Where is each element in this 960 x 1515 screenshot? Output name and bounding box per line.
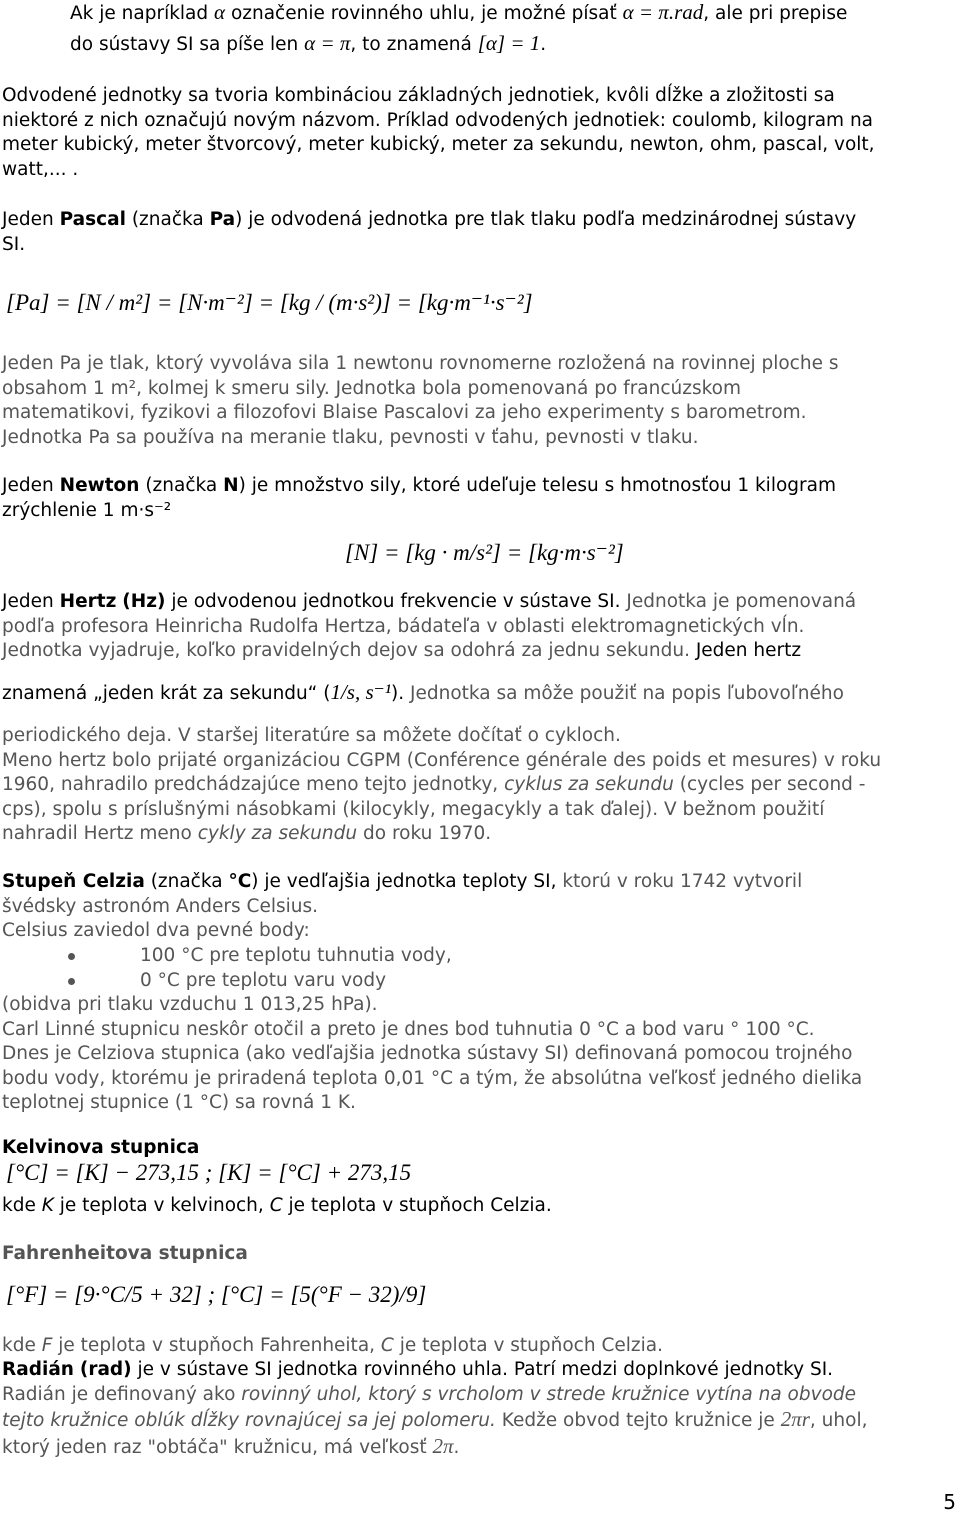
paragraph-celsius-details bbox=[2, 993, 950, 1116]
formula-pascal bbox=[6, 290, 533, 316]
text: nahradil Hertz meno bbox=[2, 823, 192, 845]
text: Ak je napríklad bbox=[70, 3, 209, 24]
symbol-n: N bbox=[223, 475, 239, 496]
formula-text: [N] = [kg · m/s²] = [kg·m·s⁻²] bbox=[345, 540, 624, 565]
text-line: zrýchlenie 1 m·s⁻² bbox=[2, 499, 172, 521]
text: . bbox=[540, 34, 547, 55]
formula-alpha-rad: α = π.rad bbox=[622, 0, 704, 24]
paragraph-alpha-line1 bbox=[70, 0, 950, 27]
text: ) je množstvo sily, ktoré udeľuje telesu s hmotnosťou 1 kilogram bbox=[238, 475, 836, 496]
text: je odvodenou jednotkou frekvencie v sústave SI. bbox=[171, 591, 621, 612]
text: Jeden bbox=[2, 591, 54, 612]
paragraph-newton bbox=[2, 474, 950, 523]
term-radian: Radián bbox=[2, 1359, 74, 1380]
text: je teplota v stupňoch Fahrenheita, bbox=[58, 1335, 376, 1356]
paragraph-kelvin-desc bbox=[2, 1194, 950, 1219]
list-item-text: 0 °C pre teplotu varu vody bbox=[140, 970, 387, 991]
formula-text: [°F] = [9·°C/5 + 32] ; [°C] = [5(°F − 32)/9] bbox=[6, 1282, 427, 1307]
text: ) je vedľajšia jednotka teploty SI, bbox=[251, 871, 557, 892]
symbol-hz: (Hz) bbox=[122, 591, 166, 612]
text: ktorú v roku 1742 vytvoril bbox=[562, 871, 803, 892]
term-newton: Newton bbox=[59, 475, 140, 496]
bullet-icon bbox=[68, 953, 75, 960]
text-line: obsahom 1 m², kolmej k smeru sily. Jednotka bola pomenovaná po francúzskom bbox=[2, 377, 742, 399]
symbol-rad: (rad) bbox=[79, 1359, 132, 1380]
variable: F bbox=[41, 1335, 53, 1356]
paragraph-hertz-history bbox=[2, 724, 950, 847]
formula-fahrenheit bbox=[6, 1282, 426, 1308]
text: je teplota v kelvinoch, bbox=[59, 1195, 264, 1216]
text: je teplota v stupňoch Celzia. bbox=[288, 1195, 552, 1216]
symbol-celsius: °C bbox=[228, 871, 252, 892]
paragraph-hertz bbox=[2, 590, 950, 664]
text-line: Dnes je Celziova stupnica (ako vedľajšia jednotka sústavy SI) definovaná pomocou trojného bbox=[2, 1043, 853, 1065]
text: Jednotka vyjadruje, koľko pravidelných dejov sa odohrá za jednu sekundu. bbox=[2, 640, 690, 662]
text: , ale pri prepise bbox=[703, 3, 848, 24]
text-line: Carl Linné stupnicu neskôr otočil a preto je dnes bod tuhnutia 0 °C a bod varu ° 100 °C. bbox=[2, 1018, 815, 1040]
paragraph-radian bbox=[2, 1358, 950, 1460]
text-line: Jeden Pa je tlak, ktorý vyvoláva sila 1 newtonu rovnomerne rozložená na rovinnej ploche s bbox=[2, 353, 839, 374]
text: (značka bbox=[150, 871, 223, 892]
text: , uhol, bbox=[809, 1410, 868, 1432]
text-line: švédsky astronóm Anders Celsius. bbox=[2, 895, 319, 917]
paragraph-fahrenheit-desc bbox=[2, 1334, 950, 1359]
text-emphasis: cykly za sekundu bbox=[197, 823, 358, 845]
term-celsius: Stupeň Celzia bbox=[2, 871, 145, 892]
paragraph-pascal-desc bbox=[2, 352, 950, 450]
page-number: 5 bbox=[943, 1490, 956, 1514]
variable: K bbox=[41, 1195, 54, 1216]
term-hertz: Hertz bbox=[59, 591, 117, 612]
text-line: SI. bbox=[2, 233, 26, 255]
section-title: Kelvinova stupnica bbox=[2, 1137, 200, 1158]
text: kde bbox=[2, 1335, 36, 1356]
paragraph-alpha-line2 bbox=[70, 31, 950, 58]
text: (značka bbox=[131, 209, 204, 230]
text: znamená „jeden krát za sekundu“ ( bbox=[2, 683, 331, 704]
formula-alpha: α bbox=[214, 0, 226, 24]
term-pascal: Pascal bbox=[59, 209, 126, 230]
list-item-text: 100 °C pre teplotu tuhnutia vody, bbox=[140, 945, 452, 966]
text: Jeden hertz bbox=[695, 640, 802, 662]
text: niektoré z nich označujú novým názvom. bbox=[2, 109, 381, 131]
text: (značka bbox=[145, 475, 218, 496]
text-line: teplotnej stupnice (1 °C) sa rovná 1 K. bbox=[2, 1092, 356, 1114]
text: ) je odvodená jednotka pre tlak tlaku podľa medzinárodnej sústavy bbox=[235, 209, 857, 230]
text: Jednotka sa môže použiť na popis ľubovoľného bbox=[410, 683, 844, 704]
bullet-icon bbox=[68, 978, 75, 985]
text: , to znamená bbox=[350, 34, 472, 55]
text-line: matematikovi, fyzikovi a filozofovi Blaise Pascalovi za jeho experimenty s barometrom. bbox=[2, 402, 807, 424]
text-line: Jednotka Pa sa používa na meranie tlaku, pevnosti v ťahu, pevnosti v tlaku. bbox=[2, 426, 699, 448]
text-line: meter kubický, meter štvorcový, meter kubický, meter za sekundu, newton, ohm, pascal, volt, bbox=[2, 134, 875, 156]
text: Príklad odvodených jednotiek: coulomb, kilogram na bbox=[386, 109, 874, 131]
formula-2pi-r: 2πr bbox=[780, 1407, 810, 1432]
text-line: Odvodené jednotky sa tvoria kombináciou základných jednotiek, kvôli dĺžke a zložitosti sa bbox=[2, 85, 835, 106]
formula-newton bbox=[345, 540, 624, 566]
text: do sústavy SI sa píše len bbox=[70, 34, 299, 55]
text: ktorý jeden raz "obtáča" kružnicu, má veľkosť bbox=[2, 1436, 427, 1458]
variable: C bbox=[269, 1195, 283, 1216]
formula-alpha-unit: [α] = 1 bbox=[477, 31, 541, 55]
paragraph-derived-units bbox=[2, 84, 950, 182]
text: (cycles per second - bbox=[679, 774, 866, 796]
variable: C bbox=[380, 1335, 394, 1356]
formula-2pi: 2π bbox=[432, 1433, 454, 1458]
symbol-pa: Pa bbox=[209, 209, 236, 230]
text-line: cps), spolu s príslušnými násobkami (kilocykly, megacykly a tak ďalej). V bežnom použití bbox=[2, 798, 825, 820]
text: je v sústave SI jednotka rovinného uhla. Patrí medzi doplnkové jednotky SI. bbox=[137, 1359, 834, 1380]
text-line: watt,... . bbox=[2, 158, 79, 180]
text-line: podľa profesora Heinricha Rudolfa Hertza, bádateľa v oblasti elektromagnetických vĺn. bbox=[2, 615, 805, 637]
paragraph-pascal-intro bbox=[2, 208, 950, 257]
list-item bbox=[68, 969, 386, 994]
text-emphasis: rovinný uhol, ktorý s vrcholom v strede kružnice vytína na obvode bbox=[241, 1383, 857, 1405]
paragraph-hertz-meaning bbox=[2, 680, 950, 707]
paragraph-celsius bbox=[2, 870, 950, 944]
text: označenie rovinného uhlu, je možné písať bbox=[230, 3, 617, 24]
text: 1960, nahradilo predchádzajúce meno tejto jednotky, bbox=[2, 774, 499, 796]
text: kde bbox=[2, 1195, 36, 1216]
text-emphasis: tejto kružnice oblúk dĺžky rovnajúcej sa jej polomeru. bbox=[2, 1410, 496, 1432]
heading-fahrenheit bbox=[2, 1242, 950, 1267]
heading-kelvin bbox=[2, 1136, 950, 1161]
text: Radián je definovaný ako bbox=[2, 1383, 236, 1405]
formula-kelvin bbox=[6, 1160, 411, 1186]
formula-alpha-pi: α = π bbox=[304, 31, 351, 55]
formula-text: [°C] = [K] − 273,15 ; [K] = [°C] + 273,15 bbox=[6, 1160, 412, 1185]
text: Kedže obvod tejto kružnice je bbox=[501, 1410, 775, 1432]
section-title: Fahrenheitova stupnica bbox=[2, 1243, 248, 1264]
text: Jednotka je pomenovaná bbox=[626, 591, 857, 612]
text: Jeden bbox=[2, 209, 54, 230]
text-emphasis: cyklus za sekundu bbox=[504, 774, 674, 796]
formula-per-second: 1/s, s⁻¹ bbox=[330, 680, 392, 704]
text: ). bbox=[391, 683, 405, 704]
text-line: (obidva pri tlaku vzduchu 1 013,25 hPa). bbox=[2, 994, 378, 1015]
text: je teplota v stupňoch Celzia. bbox=[399, 1335, 663, 1356]
text: Jeden bbox=[2, 475, 54, 496]
text: do roku 1970. bbox=[363, 823, 492, 845]
list-item bbox=[68, 944, 452, 969]
text: . bbox=[453, 1436, 460, 1458]
text-line: Celsius zaviedol dva pevné body: bbox=[2, 920, 310, 942]
text-line: periodického deja. V staršej literatúre sa môžete dočítať o cykloch. bbox=[2, 725, 621, 746]
text-line: Meno hertz bolo prijaté organizáciou CGPM (Conférence générale des poids et mesures) v roku bbox=[2, 749, 882, 771]
text-line: bodu vody, ktorému je priradená teplota 0,01 °C a tým, že absolútna veľkosť jedného dielika bbox=[2, 1067, 863, 1089]
formula-text: [Pa] = [N / m²] = [N·m⁻²] = [kg / (m·s²)] = [kg·m⁻¹·s⁻²] bbox=[6, 290, 533, 315]
